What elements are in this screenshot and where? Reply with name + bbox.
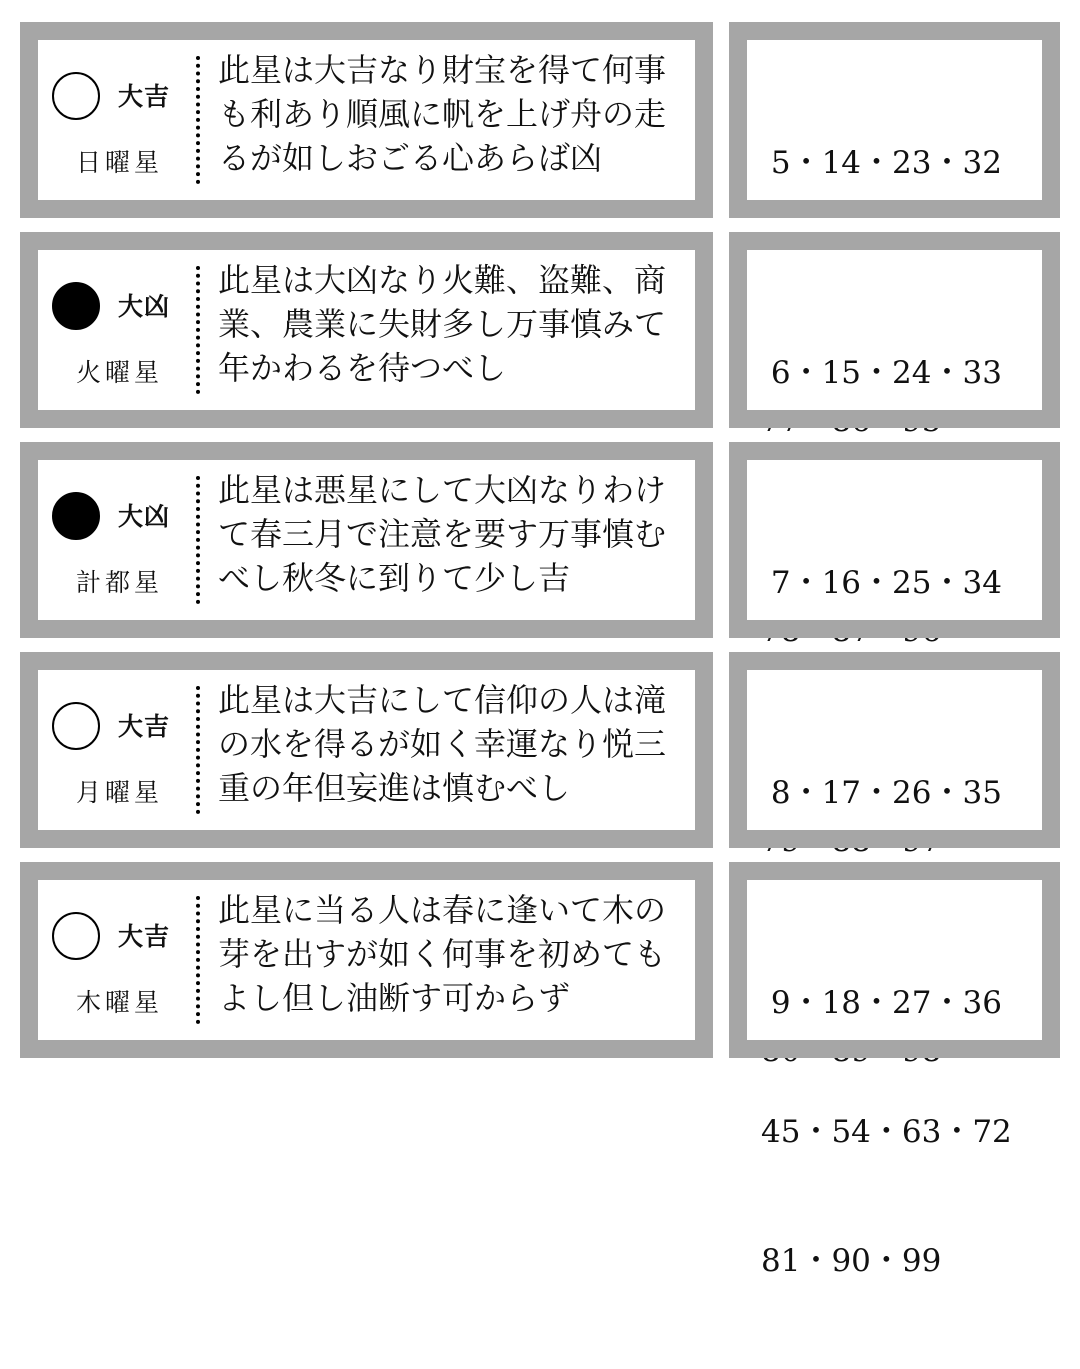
fortune-label: 大吉 bbox=[118, 82, 171, 111]
dotted-divider bbox=[196, 896, 200, 1024]
star-name: 木曜星 bbox=[76, 988, 164, 1017]
star-name: 火曜星 bbox=[76, 358, 164, 387]
description-line: るが如しおごる心あらば凶 bbox=[218, 139, 603, 177]
fortune-card bbox=[20, 232, 713, 428]
description-line: 此星に当る人は春に逢いて木の bbox=[218, 891, 667, 929]
numbers-line: 8・17・26・35 bbox=[761, 775, 1002, 811]
open-circle-icon bbox=[52, 702, 100, 750]
fortune-description bbox=[218, 48, 698, 180]
fortune-row bbox=[20, 862, 1060, 1279]
age-numbers-card bbox=[729, 22, 1060, 218]
fortune-row bbox=[20, 652, 1060, 848]
age-numbers-card bbox=[729, 862, 1060, 1279]
dotted-divider bbox=[196, 476, 200, 604]
description-line: も利あり順風に帆を上げ舟の走 bbox=[218, 95, 667, 133]
description-line: 年かわるを待つべし bbox=[218, 349, 507, 387]
fortune-description bbox=[218, 468, 698, 600]
numbers-line: 6・15・24・33 bbox=[761, 355, 1002, 391]
numbers-line: 9・18・27・36 bbox=[761, 985, 1002, 1021]
filled-circle-icon bbox=[52, 492, 100, 540]
fortune-card bbox=[20, 652, 713, 848]
numbers-line: 7・16・25・34 bbox=[761, 565, 1002, 601]
age-numbers bbox=[761, 896, 1012, 1369]
description-line: の水を得るが如く幸運なり悦三 bbox=[218, 725, 667, 763]
description-line: 此星は大凶なり火難、盗難、商 bbox=[218, 261, 667, 299]
numbers-line: 81・90・99 bbox=[761, 1243, 942, 1279]
description-line: べし秋冬に到りて少し吉 bbox=[218, 559, 571, 597]
description-line: 業、農業に失財多し万事慎みて bbox=[218, 305, 667, 343]
age-numbers-card bbox=[729, 232, 1060, 428]
fortune-card bbox=[20, 22, 713, 218]
age-numbers-card bbox=[729, 652, 1060, 848]
fortune-card bbox=[20, 442, 713, 638]
fortune-label: 大凶 bbox=[118, 502, 171, 531]
fortune-description bbox=[218, 258, 698, 390]
fortune-description bbox=[218, 888, 698, 1020]
description-line: 此星は悪星にして大凶なりわけ bbox=[218, 471, 667, 509]
age-numbers-card bbox=[729, 442, 1060, 638]
fortune-label: 大凶 bbox=[118, 292, 171, 321]
star-name: 日曜星 bbox=[76, 148, 164, 177]
description-line: 此星は大吉なり財宝を得て何事 bbox=[218, 51, 667, 89]
numbers-line: 5・14・23・32 bbox=[761, 145, 1002, 181]
fortune-card bbox=[20, 862, 713, 1058]
dotted-divider bbox=[196, 266, 200, 394]
fortune-row bbox=[20, 22, 1060, 218]
dotted-divider bbox=[196, 686, 200, 814]
open-circle-icon bbox=[52, 912, 100, 960]
fortune-label: 大吉 bbox=[118, 712, 171, 741]
description-line: 重の年但妄進は慎むべし bbox=[218, 769, 571, 807]
open-circle-icon bbox=[52, 72, 100, 120]
fortune-row bbox=[20, 232, 1060, 428]
filled-circle-icon bbox=[52, 282, 100, 330]
numbers-line: 45・54・63・72 bbox=[761, 1114, 1012, 1150]
star-name: 月曜星 bbox=[76, 778, 164, 807]
description-line: よし但し油断す可からず bbox=[218, 979, 571, 1017]
dotted-divider bbox=[196, 56, 200, 184]
fortune-description bbox=[218, 678, 698, 810]
star-name: 計都星 bbox=[76, 568, 164, 597]
description-line: 芽を出すが如く何事を初めても bbox=[218, 935, 667, 973]
fortune-row bbox=[20, 442, 1060, 638]
fortune-label: 大吉 bbox=[118, 922, 171, 951]
description-line: て春三月で注意を要す万事慎む bbox=[218, 515, 667, 553]
description-line: 此星は大吉にして信仰の人は滝 bbox=[218, 681, 667, 719]
